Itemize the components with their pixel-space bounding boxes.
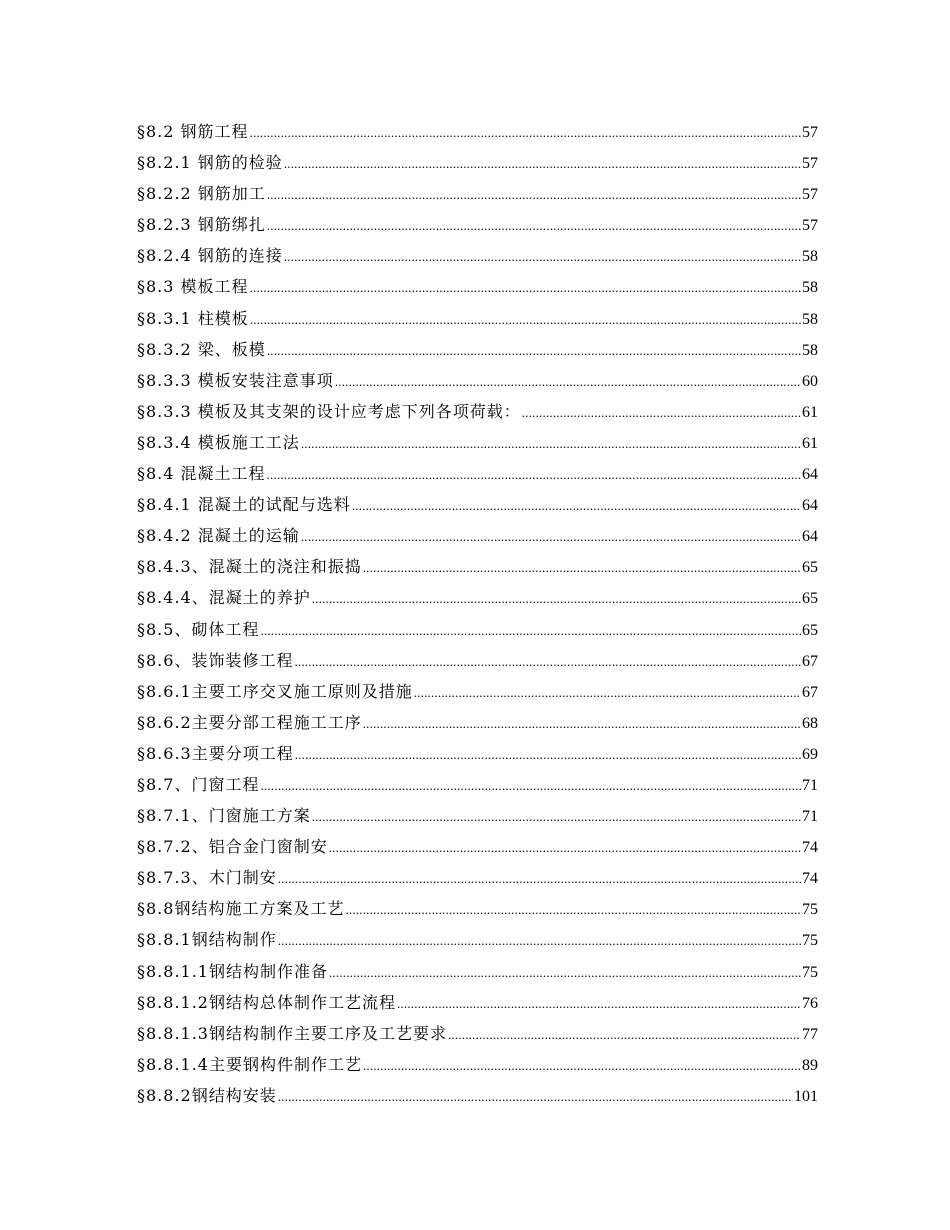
toc-page-number: 74: [802, 839, 818, 857]
toc-entry[interactable]: [137, 489, 818, 520]
toc-entry-title: §8.7、门窗工程: [137, 774, 260, 794]
toc-dot-leader: [448, 1019, 801, 1050]
toc-entry[interactable]: [137, 862, 818, 893]
toc-page-number: 67: [802, 652, 818, 670]
toc-dot-leader: [278, 1081, 793, 1112]
toc-dot-leader: [329, 832, 801, 863]
toc-page-number: 58: [802, 310, 818, 328]
toc-entry-title: §8.6.3主要分项工程: [137, 743, 294, 763]
toc-page-number: 74: [802, 870, 818, 888]
toc-page-number: 58: [802, 248, 818, 266]
toc-page-number: 76: [802, 994, 818, 1012]
toc-dot-leader: [250, 117, 801, 148]
toc-dot-leader: [267, 335, 801, 366]
toc-entry[interactable]: [137, 676, 818, 707]
toc-dot-leader: [278, 925, 801, 956]
toc-page-number: 77: [802, 1025, 818, 1043]
toc-entry[interactable]: [137, 520, 818, 551]
toc-dot-leader: [522, 397, 801, 428]
toc-dot-leader: [295, 739, 801, 770]
toc-page-number: 65: [802, 559, 818, 577]
toc-dot-leader: [267, 179, 801, 210]
toc-entry[interactable]: [137, 614, 818, 645]
toc-entry[interactable]: [137, 147, 818, 178]
toc-page-number: 69: [802, 745, 818, 763]
toc-entry-title: §8.3.2 梁、板模: [137, 339, 266, 359]
toc-entry-title: §8.2.4 钢筋的连接: [137, 246, 283, 266]
toc-page-number: 58: [802, 341, 818, 359]
toc-dot-leader: [267, 459, 801, 490]
toc-dot-leader: [414, 677, 801, 708]
toc-dot-leader: [260, 615, 801, 646]
toc-dot-leader: [260, 770, 801, 801]
toc-entry[interactable]: [137, 271, 818, 302]
toc-page-number: 71: [802, 808, 818, 826]
toc-entry-title: §8.4.4、混凝土的养护: [137, 588, 311, 608]
toc-entry[interactable]: [137, 1049, 818, 1080]
toc-entry-title: §8.3.1 柱模板: [137, 308, 249, 328]
toc-entry[interactable]: [137, 582, 818, 613]
toc-dot-leader: [250, 304, 801, 335]
toc-entry[interactable]: [137, 334, 818, 365]
toc-dot-leader: [329, 957, 801, 988]
toc-page-number: 65: [802, 590, 818, 608]
toc-dot-leader: [301, 428, 801, 459]
toc-page-number: 64: [802, 528, 818, 546]
toc-page-number: 61: [802, 434, 818, 452]
toc-entry-title: §8.6.1主要工序交叉施工原则及措施: [137, 681, 413, 701]
toc-entry-title: §8.3.3 模板及其支架的设计应考虑下列各项荷载：: [137, 401, 521, 421]
toc-dot-leader: [267, 210, 801, 241]
toc-entry-title: §8.7.1、门窗施工方案: [137, 806, 311, 826]
toc-entry[interactable]: [137, 396, 818, 427]
toc-entry-title: §8.5、砌体工程: [137, 619, 260, 639]
toc-dot-leader: [250, 272, 801, 303]
toc-page-number: 60: [802, 372, 818, 390]
toc-page-number: 57: [802, 155, 818, 173]
toc-page-number: 58: [802, 279, 818, 297]
toc-entry[interactable]: [137, 551, 818, 582]
toc-dot-leader: [312, 583, 801, 614]
toc-entry[interactable]: [137, 209, 818, 240]
toc-dot-leader: [294, 646, 801, 677]
toc-dot-leader: [301, 521, 801, 552]
toc-page-number: 89: [802, 1056, 818, 1074]
toc-entry[interactable]: [137, 893, 818, 924]
toc-page-number: 57: [802, 217, 818, 235]
toc-entry-title: §8.3.4 模板施工工法: [137, 432, 300, 452]
toc-entry-title: §8.7.3、木门制安: [137, 868, 277, 888]
toc-entry[interactable]: [137, 769, 818, 800]
toc-page-number: 57: [802, 124, 818, 141]
toc-dot-leader: [363, 552, 801, 583]
toc-dot-leader: [352, 490, 801, 521]
toc-entry[interactable]: [137, 116, 818, 147]
toc-entry[interactable]: [137, 831, 818, 862]
table-of-contents: [137, 116, 818, 1111]
toc-page-number: 65: [802, 621, 818, 639]
toc-page-number: 71: [802, 776, 818, 794]
toc-dot-leader: [363, 1050, 801, 1081]
toc-entry-title: §8.3 模板工程: [137, 277, 249, 297]
toc-page-number: 75: [802, 963, 818, 981]
toc-entry-title: §8.8.1.2钢结构总体制作工艺流程: [137, 992, 396, 1012]
toc-entry[interactable]: [137, 800, 818, 831]
toc-entry-title: §8.8.1.3钢结构制作主要工序及工艺要求: [137, 1023, 447, 1043]
toc-dot-leader: [345, 894, 801, 925]
toc-entry-title: §8.2.2 钢筋加工: [137, 184, 266, 204]
toc-entry-title: §8.2.1 钢筋的检验: [137, 153, 283, 173]
toc-dot-leader: [278, 863, 801, 894]
toc-entry[interactable]: [137, 240, 818, 271]
toc-entry-title: §8.6、装饰装修工程: [137, 650, 294, 670]
toc-page-number: 64: [802, 497, 818, 515]
toc-entry[interactable]: [137, 1080, 818, 1111]
toc-entry-title: §8.8.1钢结构制作: [137, 930, 277, 950]
toc-entry-title: §8.4.1 混凝土的试配与选料: [137, 495, 351, 515]
toc-page-number: 64: [802, 466, 818, 484]
toc-dot-leader: [284, 148, 801, 179]
toc-page-number: 75: [802, 932, 818, 950]
toc-dot-leader: [363, 708, 801, 739]
toc-entry-title: §8.4 混凝土工程: [137, 464, 266, 484]
toc-entry-title: §8.7.2、铝合金门窗制安: [137, 837, 328, 857]
toc-entry[interactable]: [137, 178, 818, 209]
toc-entry-title: §8.6.2主要分部工程施工工序: [137, 712, 362, 732]
toc-entry-title: §8.8.2钢结构安装: [137, 1085, 277, 1105]
toc-entry-title: §8.4.2 混凝土的运输: [137, 526, 300, 546]
toc-entry[interactable]: [137, 303, 818, 334]
toc-entry[interactable]: [137, 987, 818, 1018]
toc-entry-title: §8.2.3 钢筋绑扎: [137, 215, 266, 235]
toc-entry[interactable]: [137, 1018, 818, 1049]
toc-entry-title: §8.8钢结构施工方案及工艺: [137, 899, 345, 919]
toc-entry[interactable]: [137, 738, 818, 769]
toc-page-number: 101: [794, 1087, 818, 1105]
toc-page-number: 75: [802, 901, 818, 919]
toc-entry-title: §8.8.1.4主要钢构件制作工艺: [137, 1054, 362, 1074]
toc-entry[interactable]: [137, 458, 818, 489]
toc-page-number: 67: [802, 683, 818, 701]
toc-entry-title: §8.4.3、混凝土的浇注和振捣: [137, 557, 362, 577]
toc-entry-title: §8.2 钢筋工程: [137, 122, 249, 141]
toc-entry[interactable]: [137, 924, 818, 955]
toc-entry[interactable]: [137, 645, 818, 676]
toc-page-number: 61: [802, 403, 818, 421]
toc-dot-leader: [335, 366, 801, 397]
toc-entry[interactable]: [137, 707, 818, 738]
toc-entry[interactable]: [137, 365, 818, 396]
toc-entry[interactable]: [137, 956, 818, 987]
toc-entry[interactable]: [137, 427, 818, 458]
toc-dot-leader: [312, 801, 801, 832]
toc-entry-title: §8.8.1.1钢结构制作准备: [137, 961, 328, 981]
toc-entry-title: §8.3.3 模板安装注意事项: [137, 370, 334, 390]
toc-dot-leader: [397, 988, 801, 1019]
toc-dot-leader: [284, 241, 801, 272]
toc-page-number: 68: [802, 714, 818, 732]
toc-page-number: 57: [802, 186, 818, 204]
